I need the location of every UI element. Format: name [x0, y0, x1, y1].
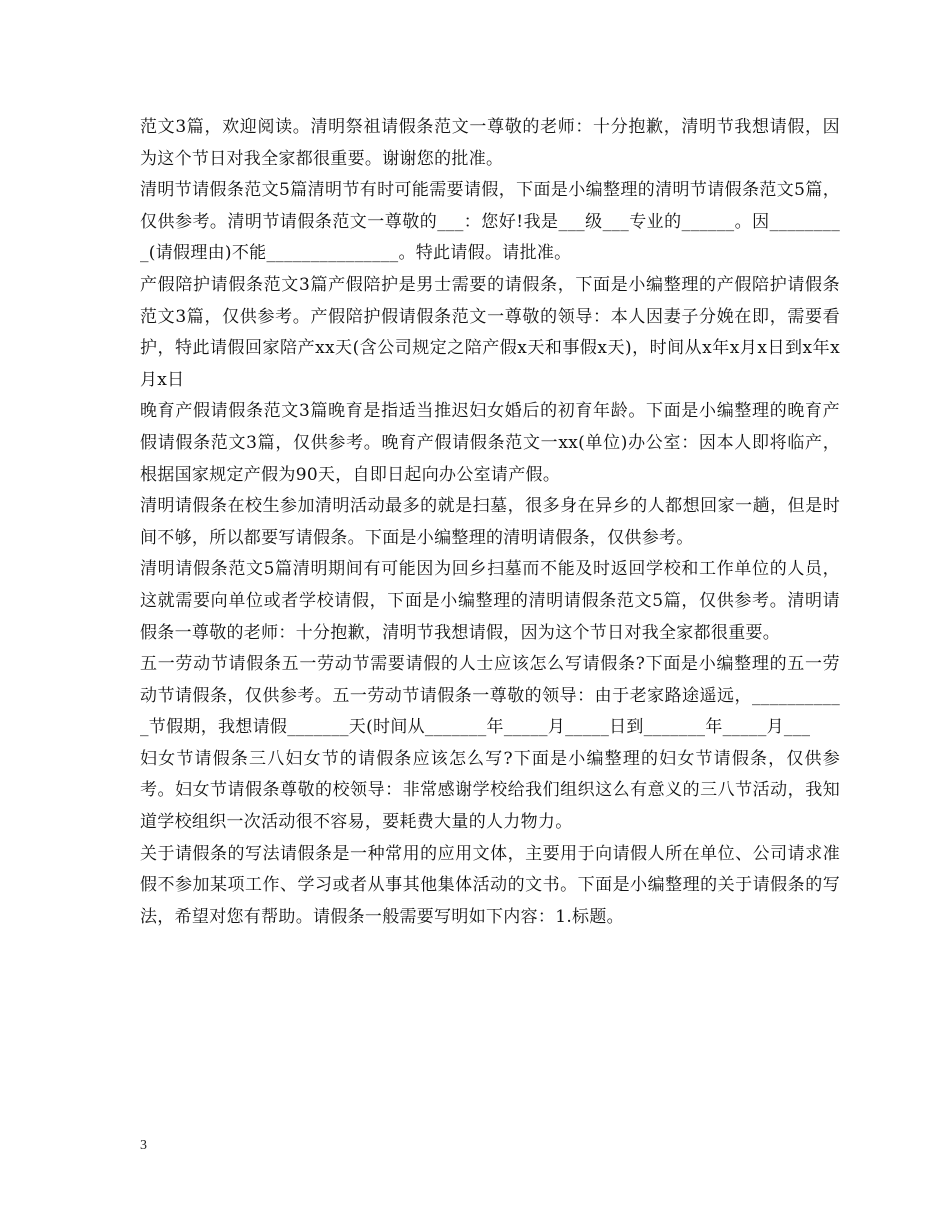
page-number: 3 — [140, 1138, 147, 1153]
paragraph-wuyi-laodongjie: 五一劳动节请假条五一劳动节需要请假的人士应该怎么写请假条?下面是小编整理的五一劳动节请假条，仅供参考。五一劳动节请假条一尊敬的领导：由于老家路途遥远，___________节假期，我想请假_______天(时间从_______年_____月_____日到_______年_____月___ — [140, 654, 840, 738]
paragraph-xiefa: 关于请假条的写法请假条是一种常用的应用文体，主要用于向请假人所在单位、公司请求准假不参加某项工作、学习或者从事其他集体活动的文书。下面是小编整理的关于请假条的写法，希望对您有帮助。请假条一般需要写明如下内容：1.标题。 — [140, 843, 840, 927]
document-body — [140, 112, 840, 933]
paragraph-qingming-jie: 清明节请假条范文5篇清明节有时可能需要请假，下面是小编整理的清明节请假条范文5篇，仅供参考。清明节请假条范文一尊敬的___：您好!我是___级___专业的______。因_________(请假理由)不能_______________。特此请假。请批准。 — [140, 180, 840, 264]
paragraph-qingming-jizu: 范文3篇，欢迎阅读。清明祭祖请假条范文一尊敬的老师：十分抱歉，清明节我想请假，因为这个节日对我全家都很重要。谢谢您的批准。 — [140, 117, 840, 169]
paragraph-chanjia-peihu: 产假陪护请假条范文3篇产假陪护是男士需要的请假条，下面是小编整理的产假陪护请假条范文3篇，仅供参考。产假陪护假请假条范文一尊敬的领导：本人因妻子分娩在即，需要看护，特此请假回家陪产xx天(含公司规定之陪产假x天和事假x天)，时间从x年x月x日到x年x月x日 — [140, 274, 840, 390]
paragraph-qingming-zaixiaosheng: 清明请假条在校生参加清明活动最多的就是扫墓，很多身在异乡的人都想回家一趟，但是时间不够，所以都要写请假条。下面是小编整理的清明请假条，仅供参考。 — [140, 496, 840, 548]
paragraph-qingming-fanwen: 清明请假条范文5篇清明期间有可能因为回乡扫墓而不能及时返回学校和工作单位的人员，这就需要向单位或者学校请假，下面是小编整理的清明请假条范文5篇，仅供参考。清明请假条一尊敬的老师：十分抱歉，清明节我想请假，因为这个节日对我全家都很重要。 — [140, 559, 840, 643]
paragraph-funvjie: 妇女节请假条三八妇女节的请假条应该怎么写?下面是小编整理的妇女节请假条，仅供参考。妇女节请假条尊敬的校领导：非常感谢学校给我们组织这么有意义的三八节活动，我知道学校组织一次活动很不容易，要耗费大量的人力物力。 — [140, 748, 840, 833]
paragraph-wanyu-chanjia: 晚育产假请假条范文3篇晚育是指适当推迟妇女婚后的初育年龄。下面是小编整理的晚育产假请假条范文3篇，仅供参考。晚育产假请假条范文一xx(单位)办公室：因本人即将临产，根据国家规定产假为90天，自即日起向办公室请产假。 — [140, 401, 840, 485]
